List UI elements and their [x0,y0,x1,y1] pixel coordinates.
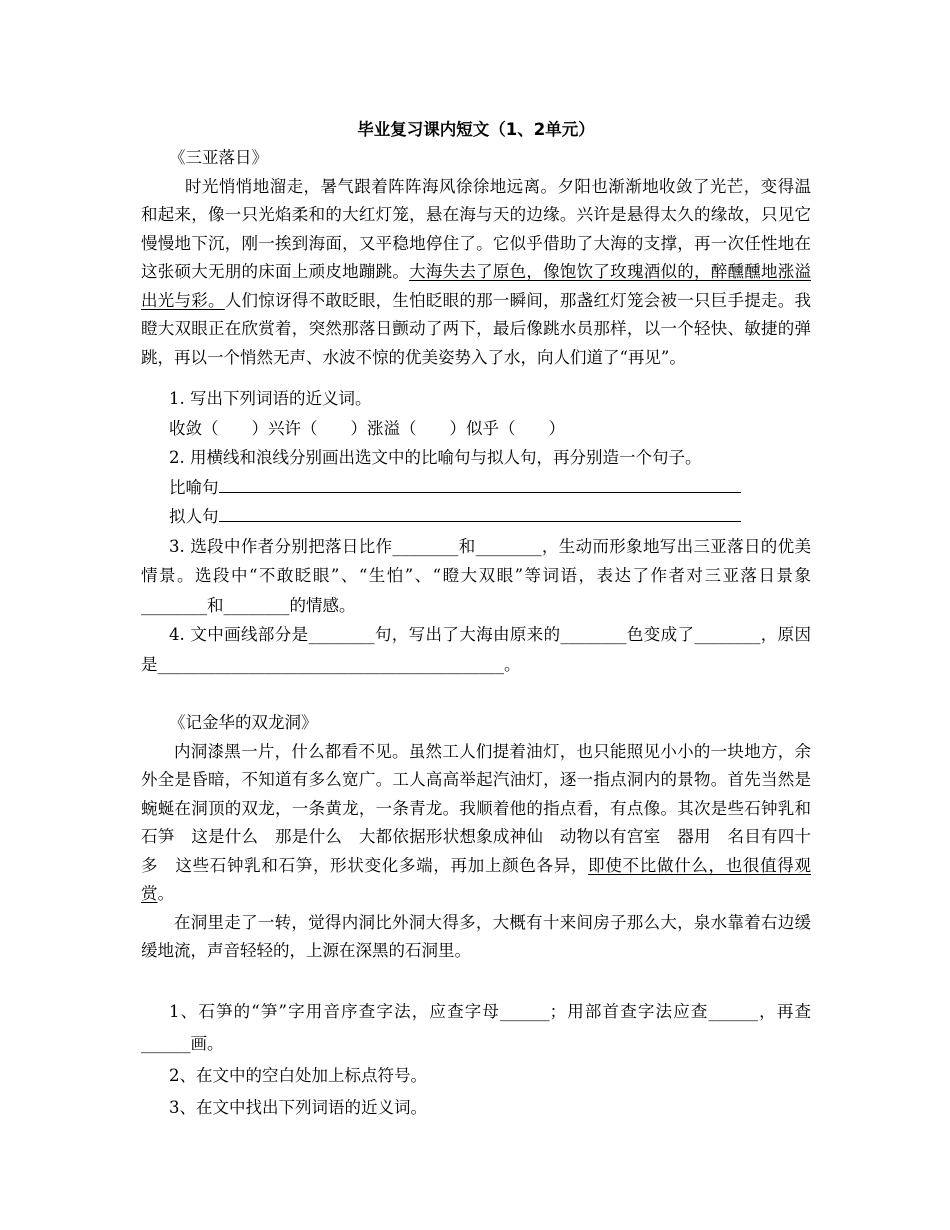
document-content [141,116,811,1124]
section1-question-2: 2. 用横线和浪线分别画出选文中的比喻句与拟人句，再分别造一个句子。 [169,448,702,467]
spacer [141,679,811,709]
section2-question-2: 2、在文中的空白处加上标点符号。 [169,1065,427,1085]
section2-text-end: 。 [157,884,174,903]
section1-paragraph [141,173,811,373]
section1-question-1-items: 收敛（ ）兴许（ ）涨溢（ ）似乎（ ） [169,418,565,438]
section2-underlined-sentence: 即使不比做什么，也很值得观赏 [141,855,812,903]
section2-question-3: 3、在文中找出下列词语的近义词。 [169,1097,427,1117]
section2-paragraph-1 [141,738,811,909]
section1-heading: 《三亚落日》 [169,148,268,167]
section1-answer-line-personification [141,502,811,532]
personification-label: 拟人句 [169,507,219,526]
spacer [141,372,811,384]
section2-question-1: 1、石笋的“笋”字用音序查字法，应查字母______；用部首查字法应查______，再查______画。 [141,1001,811,1053]
spacer [141,966,811,996]
page-title: 毕业复习课内短文（1、2单元） [357,120,595,139]
personification-blank[interactable] [219,505,741,522]
section1-answer-line-simile [141,473,811,503]
simile-blank[interactable] [219,476,741,493]
section1-text-after: 人们惊讶得不敢眨眼，生怕眨眼的那一瞬间，那盏红灯笼会被一只巨手提走。我瞪大双眼正在欣赏着，突然那落日颤动了两下，最后像跳水员那样，以一个轻快、敏捷的弹跳，再以一个悄然无声、水波不惊的优美姿势入了水，向人们道了“再见”。 [141,290,812,367]
section2-paragraph-2: 在洞里走了一转，觉得内洞比外洞大得多，大概有十来间房子那么大，泉水靠着右边缓缓地流，声音轻轻的，上源在深黑的石洞里。 [141,912,811,960]
simile-label: 比喻句 [169,477,219,497]
section1-underlined-sentence: 大海失去了原色，像饱饮了玫瑰酒似的，醉醺醺地涨溢出光与彩。 [141,262,812,310]
section2-heading: 《记金华的双龙洞》 [169,713,318,732]
section1-text-before: 时光悄悄地溜走，暑气跟着阵阵海风徐徐地远离。夕阳也渐渐地收敛了光芒，变得温和起来，像一只光焰柔和的大红灯笼，悬在海与天的边缘。兴许是悬得太久的缘故，只见它慢慢地下沉，刚一挨到海面，又平稳地停住了。它似乎借助了大海的支撑，再一次任性地在这张硕大无朋的床面上顽皮地蹦跳。 [141,176,811,281]
section1-question-4: 4. 文中画线部分是________句，写出了大海由原来的________色变成了________，原因是__________________________________________。 [141,625,811,674]
section2-text-main: 内洞漆黑一片，什么都看不见。虽然工人们提着油灯，也只能照见小小的一块地方，余外全是昏暗，不知道有多么宽广。工人高高举起汽油灯，逐一指点洞内的景物。首先当然是蜿蜒在洞顶的双龙，一条黄龙，一条青龙。我顺着他的指点看，有点像。其次是些石钟乳和石笋 这是什么 那是什么 大都依据形状想象成神仙 动物以有宫室 器用 名目有四十多 这些石钟乳和石笋，形状变化多端，再加上颜色各异， [141,741,811,875]
section1-question-3: 3. 选段中作者分别把落日比作________和________，生动而形象地写出三亚落日的优美情景。选段中“不敢眨眼”、“生怕”、“瞪大双眼”等词语，表达了作者对三亚落日景象________和________的情感。 [141,536,811,615]
section1-question-1: 1. 写出下列词语的近义词。 [169,389,372,408]
